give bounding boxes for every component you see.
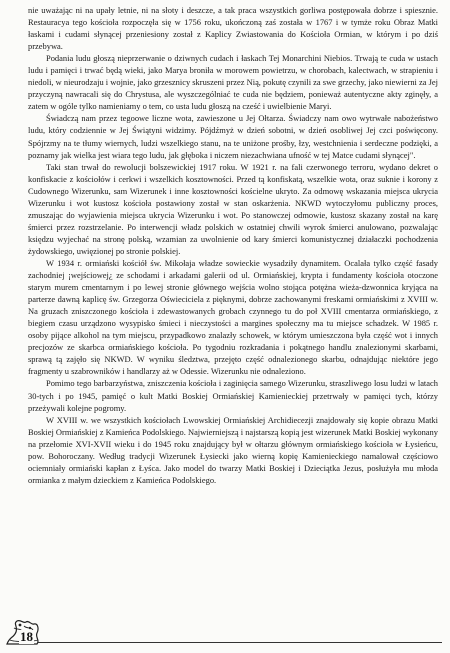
paragraph-3: Świadczą nam przez tegoowe liczne wota, zawieszone u Jej Ołtarza. Świadczy nam owo wytrwałe nabożeństwo ludu, który codziennie w Jej Świątyni widzimy. Pójdźmyż w dzień sobotni, w dzień osobliwej Jej czci poświęcony. Spójrzmy na te tłumy wiernych, ludzi wszelkiego stanu, na te uniżone prośby, łzy, westchnienia i serdeczne podzięki, a poznamy jak wielka jest wiara tego ludu, jak głęboka i niczem niezachwiana ufność w tej Matce cudami słynącej". [28,113,438,160]
paragraph-7: W XVIII w. we wszystkich kościołach Lwowskiej Ormiańskiej Archidiecezji znajdowały się kopie obrazu Matki Boskiej Ormiańskiej z Kamieńca Podolskiego. Najwierniejszą i najstarszą kopią jest wizerunek Matki Boskiej wykonany na przełomie XVI-XVII wieku i do 1945 roku znajdujący był w ołtarzu głównym ormiańskiego kościoła w Łysieńcu, pow. Bohoroczany. Według tradycji Wizerunek Łysiecki jako wierną kopię Kamienieckiego namalował częściowo ociemniały ormiański kapłan z Łyśca. Jako model do twarzy Matki Boskiej i Dzieciątka Jezus, posłużyła mu młoda ormianka z małym dzieckiem z Kamieńca Podolskiego. [28,414,438,485]
paragraph-2: Podania ludu głoszą nieprzerwanie o dziwnych cudach i łaskach Tej Monarchini Niebios. Trwają te cuda w ustach ludu i pamięci i trwać będą wieki, jako Marya broniła w morowem powietrzu, w chorobach, kalectwach, w strapieniu i niedoli, w nieurodzaju i wojnie, jako grzesznicy skruszeni przez Nią, pokutę czynili za swe grzechy, jako niewierni za Jej przyczyną nawracali się do Chrystusa, ale wyszczególniać te cuda nie będziem, ponieważ autentyczne akty zginęły, a zatem w ogóle tylko namieniamy o tem, co usta ludu głoszą na cześć i uwielbienie Maryi. [28,53,438,112]
paragraph-6: Pomimo tego barbarzyństwa, zniszczenia kościoła i zaginięcia samego Wizerunku, straszliwego losu ludzi w latach 30-tych i po 1945, pamięć o kult Matki Boskiej Ormiańskiej Kamienieckiej przetrwały w pamięci tych, którzy przeżywali kolejne pogromy. [28,378,438,413]
footer-rule [38,642,442,643]
body-text [28,4,438,486]
paragraph-1: nie uważając ni na upały letnie, ni na słoty i deszcze, a tak praca wszystkich gorliwa postępowała dobrze i spiesznie. Restauracya tego kościoła rozpoczęła się w 1756 roku, ukończoną zaś została w 1767 i w tymże roku Obraz Matki łaskami i cudami słynącej przeniesiony został z Kaplicy Zwiastowania do Kościoła Ormian, w którym i po dziś przebywa. [28,5,438,52]
page-number: 18 [20,629,33,644]
paragraph-5: W 1934 r. ormiański kościół św. Mikołaja władze sowieckie wysadziły dynamitem. Ocalała tylko część fasady zachodniej ¡wejściowej¿ ze schodami i arkadami galerii od ul. Ormiańskiej, krypta i fundamenty kościoła otoczone starym murem cmentarnym i po lewej stronie głównego wejścia wolno stojąca potężna wieża-dzwonnica kryjąca na parterze dawną kaplicę św. Grzegorza Oświeciciela z pięknymi, dobrze zachowanymi freskami ormiańskimi z XVIII w. Na gruzach zniszczonego kościoła i zdewastowanych grobach czynnego tu do poł XVIII cmentarza ormiańskiego, z biegiem czasu urządzono wysypisko śmieci i nieczystości a margines społeczny ma tu miejsce schadzek. W 1985 r. osoby pijące alkohol na tym miejscu, przypadkowo znalazły schowek, w którym umieszczona była część wot i innych precjozów ze skarbca ormiańskiego kościoła. Po tygodniu rozkradania i pokątnego handlu znalezionymi skarbami, sprawą tą zajęło się NKWD. W wyniku śledztwa, przejęto część odnalezionego skarbu, odnajdując niektóre jego fragmenty u szabrowników i handlarzy aż w Odessie. Wizerunku nie odnaleziono. [28,257,438,377]
paragraph-4: Taki stan trwał do rewolucji bolszewickiej 1917 roku. W 1921 r. na fali czerwonego terroru, wydano dekret o konfiskacie z kościołów i cerkwi i wszelkich kosztowności. Przed tą konfiskatą, wszelkie wota, oraz suknie i korony z Cudownego Wizerunku, sam Wizerunek i inne kosztowności kościelne ukryto. Za odmowę wskazania miejsca ukrycia Wizerunku i wot kustosz kościoła postawiony został w stan oskarżenia. NKWD wytoczyłomu publiczny proces, zmuszając do wyjawienia miejsca ukrycia Wizerunku i wot. Po stanowczej odmowie, kustosz skazany został na karę śmierci przez rozstrzelanie. Po interwencji władz polskich w ostatniej chwili wyrok śmierci anulowano, pozwalając księdzu wyjechać na stronę polską, wzamian za uwolnienie od kary śmierci komunistycznej działaczki pochodzenia żydowskiego, uwięzionej po stronie polskiej. [28,161,438,256]
page-footer [4,614,446,650]
